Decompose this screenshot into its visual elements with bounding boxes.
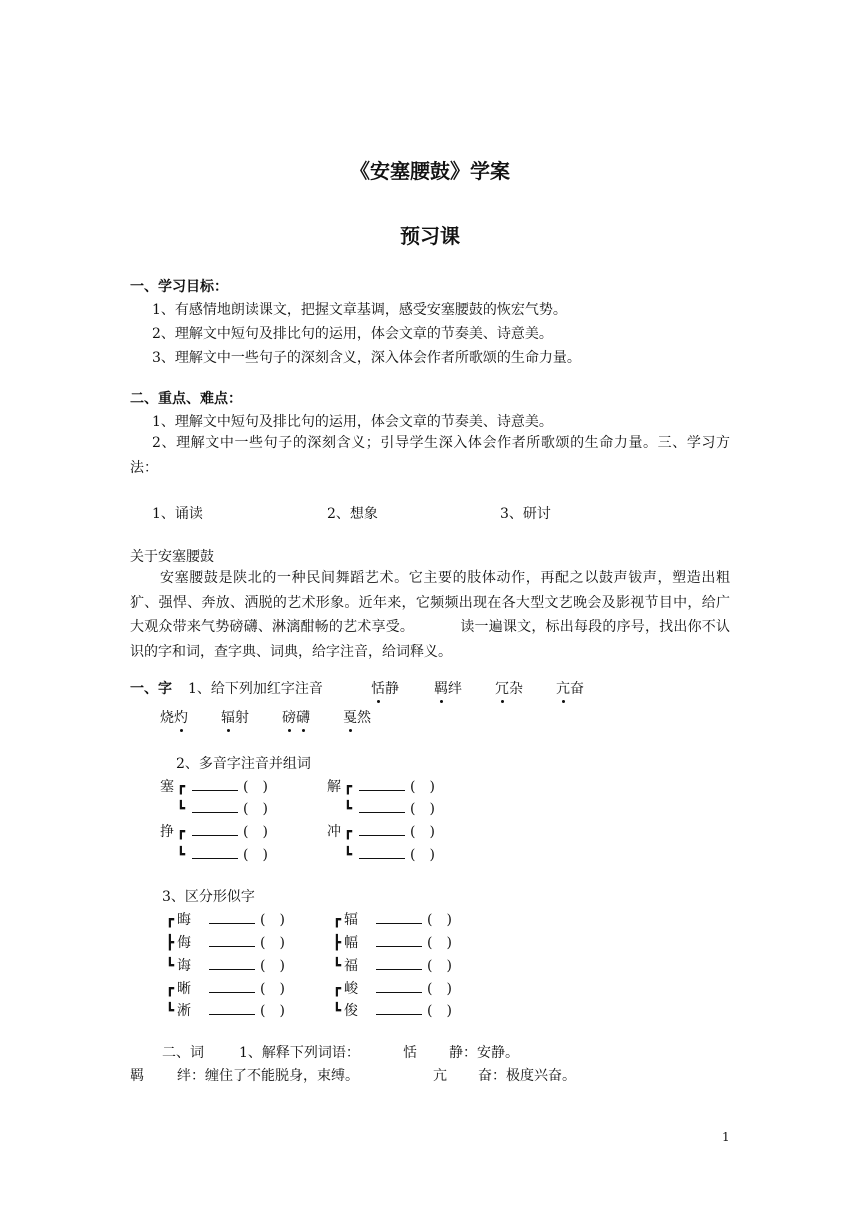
zi-question-1: 1、给下列加红字注音 xyxy=(188,681,323,697)
poly-char: 挣 xyxy=(160,824,174,840)
document-subtitle: 预习课 xyxy=(400,224,460,248)
answer-blank[interactable] xyxy=(209,980,255,993)
word-kangfen: 亢奋 xyxy=(556,678,584,698)
zi-label: 一、字 xyxy=(130,681,172,697)
poly-row: 挣 ┏ ( ) xyxy=(160,824,268,840)
word-shaozhuo: 烧灼 xyxy=(160,707,188,727)
poly-row: 冲 ┏ ( ) xyxy=(327,824,435,840)
poly-row: 解 ┏ ( ) xyxy=(327,779,435,795)
poly-row: ┗ ( ) xyxy=(343,801,435,817)
zi-row1 xyxy=(130,678,323,698)
answer-blank[interactable] xyxy=(376,980,422,993)
key-point-item: 2、理解文中一些句子的深刻含义；引导学生深入体会作者所歌颂的生命力量。三、学习方法： xyxy=(130,435,730,476)
about-heading: 关于安塞腰鼓 xyxy=(130,549,214,565)
ci-label: 二、词 xyxy=(162,1045,204,1061)
word-fushe: 辐射 xyxy=(221,707,249,727)
method-item: 1、诵读 xyxy=(152,506,203,522)
similar-row: ┏ 辐 ( ) xyxy=(332,912,452,928)
word-tianjing: 恬静 xyxy=(371,678,399,698)
ci-word-char: 羁 xyxy=(130,1068,144,1084)
poly-char: 解 xyxy=(327,779,341,795)
method-item: 2、想象 xyxy=(327,506,378,522)
answer-blank[interactable] xyxy=(376,934,422,947)
similar-row: ┗ 淅 ( ) xyxy=(165,1003,285,1019)
section-heading-key-points: 二、重点、难点： xyxy=(130,391,242,407)
ci-definition: 绊：缠住了不能脱身，束缚。 xyxy=(177,1068,359,1084)
answer-blank[interactable] xyxy=(376,1002,422,1015)
word-pangbo: 磅礴 xyxy=(282,707,310,727)
word-jiban: 羁绊 xyxy=(434,678,462,698)
word-rongza: 冗杂 xyxy=(495,678,523,698)
answer-blank[interactable] xyxy=(192,823,238,836)
poly-row: 塞 ┏ ( ) xyxy=(160,779,268,795)
word-jiaran: 戛然 xyxy=(343,707,371,727)
page-number: 1 xyxy=(722,1130,730,1144)
ci-question: 1、解释下列词语： xyxy=(239,1045,360,1061)
ci-definition: 静：安静。 xyxy=(449,1045,519,1061)
poly-row: ┗ ( ) xyxy=(176,847,268,863)
ci-word-char: 恬 xyxy=(403,1045,417,1061)
similar-row: ┏ 峻 ( ) xyxy=(332,981,452,997)
section-heading-goals: 一、学习目标： xyxy=(130,279,228,295)
poly-char: 塞 xyxy=(160,779,174,795)
answer-blank[interactable] xyxy=(209,911,255,924)
similar-row: ┏ 晦 ( ) xyxy=(165,912,285,928)
method-item: 3、研讨 xyxy=(500,506,551,522)
poly-row: ┗ ( ) xyxy=(343,847,435,863)
answer-blank[interactable] xyxy=(209,957,255,970)
answer-blank[interactable] xyxy=(376,957,422,970)
poly-row: ┗ ( ) xyxy=(176,801,268,817)
answer-blank[interactable] xyxy=(359,800,405,813)
goal-item: 1、有感情地朗读课文，把握文章基调，感受安塞腰鼓的恢宏气势。 xyxy=(152,302,567,318)
q2-heading: 2、多音字注音并组词 xyxy=(176,756,311,772)
about-body: 安塞腰鼓是陕北的一种民间舞蹈艺术。它主要的肢体动作，再配之以鼓声钹声，塑造出粗犷、强悍、奔放、洒脱的艺术形象。近年来，它频频出现在各大型文艺晚会及影视节目中，给广大观众带来气势磅礴、淋漓酣畅的艺术享受。 xyxy=(130,570,730,635)
q3-heading: 3、区分形似字 xyxy=(162,889,255,905)
answer-blank[interactable] xyxy=(192,800,238,813)
answer-blank[interactable] xyxy=(209,1002,255,1015)
answer-blank[interactable] xyxy=(359,846,405,859)
about-task: 读一遍课文，标出每段的序号，找出你不认识的字和词，查字典、词典，给字注音，给词释义。 xyxy=(130,619,731,660)
similar-row: ┗ 俊 ( ) xyxy=(332,1003,452,1019)
goal-item: 3、理解文中一些句子的深刻含义，深入体会作者所歌颂的生命力量。 xyxy=(152,350,581,366)
answer-blank[interactable] xyxy=(359,823,405,836)
answer-blank[interactable] xyxy=(192,846,238,859)
answer-blank[interactable] xyxy=(209,934,255,947)
ci-word-char: 亢 xyxy=(433,1068,447,1084)
about-paragraph xyxy=(130,566,730,664)
similar-row: ┏ 晰 ( ) xyxy=(165,981,285,997)
similar-row: ┗ 诲 ( ) xyxy=(165,958,285,974)
goal-item: 2、理解文中短句及排比句的运用，体会文章的节奏美、诗意美。 xyxy=(152,326,553,342)
similar-row: ┣ 侮 ( ) xyxy=(165,935,285,951)
answer-blank[interactable] xyxy=(359,778,405,791)
document-title: 《安塞腰鼓》学案 xyxy=(350,159,510,183)
similar-row: ┗ 福 ( ) xyxy=(332,958,452,974)
answer-blank[interactable] xyxy=(192,778,238,791)
ci-definition: 奋：极度兴奋。 xyxy=(478,1068,576,1084)
answer-blank[interactable] xyxy=(376,911,422,924)
key-point-item: 1、理解文中短句及排比句的运用，体会文章的节奏美、诗意美。 xyxy=(152,414,553,430)
poly-char: 冲 xyxy=(327,824,341,840)
similar-row: ┣ 幅 ( ) xyxy=(332,935,452,951)
